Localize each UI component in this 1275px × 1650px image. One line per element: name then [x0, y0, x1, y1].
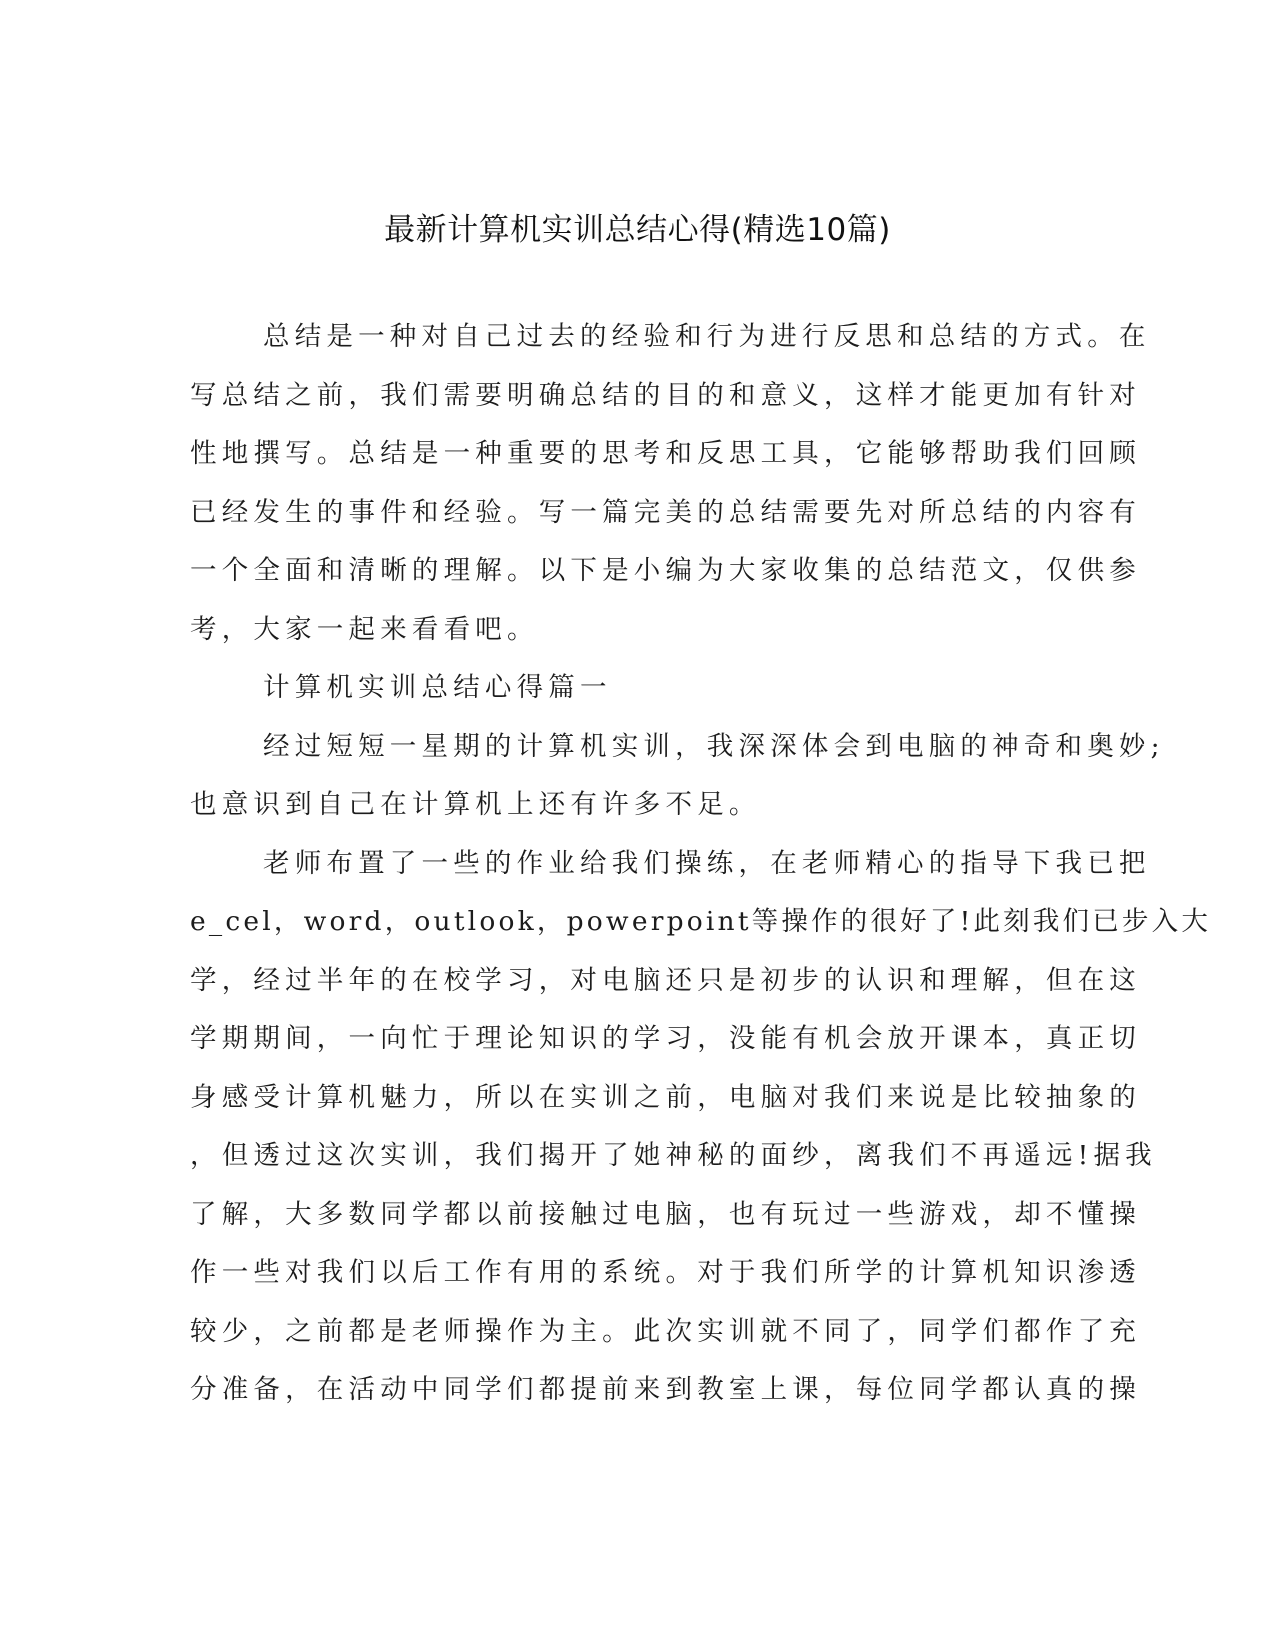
- paragraph-line: ，但透过这次实训，我们揭开了她神秘的面纱，离我们不再遥远!据我: [190, 1140, 1157, 1171]
- paragraph-line: 经过短短一星期的计算机实训，我深深体会到电脑的神奇和奥妙;: [263, 731, 1165, 762]
- paragraph-line: e_cel，word，outlook，powerpoint等操作的很好了!此刻我们已步入大: [190, 906, 1212, 937]
- paragraph-line: 总结是一种对自己过去的经验和行为进行反思和总结的方式。在: [263, 321, 1151, 352]
- paragraph-line: 较少，之前都是老师操作为主。此次实训就不同了，同学们都作了充: [190, 1316, 1141, 1347]
- paragraph-line: 写总结之前，我们需要明确总结的目的和意义，这样才能更加有针对: [190, 380, 1141, 411]
- paragraph-line: 分准备，在活动中同学们都提前来到教室上课，每位同学都认真的操: [190, 1374, 1141, 1405]
- document-title: 最新计算机实训总结心得(精选10篇): [384, 212, 891, 248]
- paragraph-line: 学，经过半年的在校学习，对电脑还只是初步的认识和理解，但在这: [190, 965, 1141, 996]
- paragraph-line: 一个全面和清晰的理解。以下是小编为大家收集的总结范文，仅供参: [190, 555, 1141, 586]
- paragraph-line: 了解，大多数同学都以前接触过电脑，也有玩过一些游戏，却不懂操: [190, 1199, 1141, 1230]
- paragraph-line: 作一些对我们以后工作有用的系统。对于我们所学的计算机知识渗透: [190, 1257, 1141, 1288]
- paragraph-line: 已经发生的事件和经验。写一篇完美的总结需要先对所总结的内容有: [190, 497, 1141, 528]
- paragraph-line: 考，大家一起来看看吧。: [190, 614, 539, 645]
- paragraph-line: 身感受计算机魅力，所以在实训之前，电脑对我们来说是比较抽象的: [190, 1082, 1141, 1113]
- paragraph-line: 也意识到自己在计算机上还有许多不足。: [190, 789, 761, 820]
- paragraph-line: 学期期间，一向忙于理论知识的学习，没能有机会放开课本，真正切: [190, 1023, 1141, 1054]
- paragraph-line: 性地撰写。总结是一种重要的思考和反思工具，它能够帮助我们回顾: [190, 438, 1141, 469]
- section-heading: 计算机实训总结心得篇一: [263, 672, 612, 703]
- paragraph-line: 老师布置了一些的作业给我们操练，在老师精心的指导下我已把: [263, 848, 1151, 879]
